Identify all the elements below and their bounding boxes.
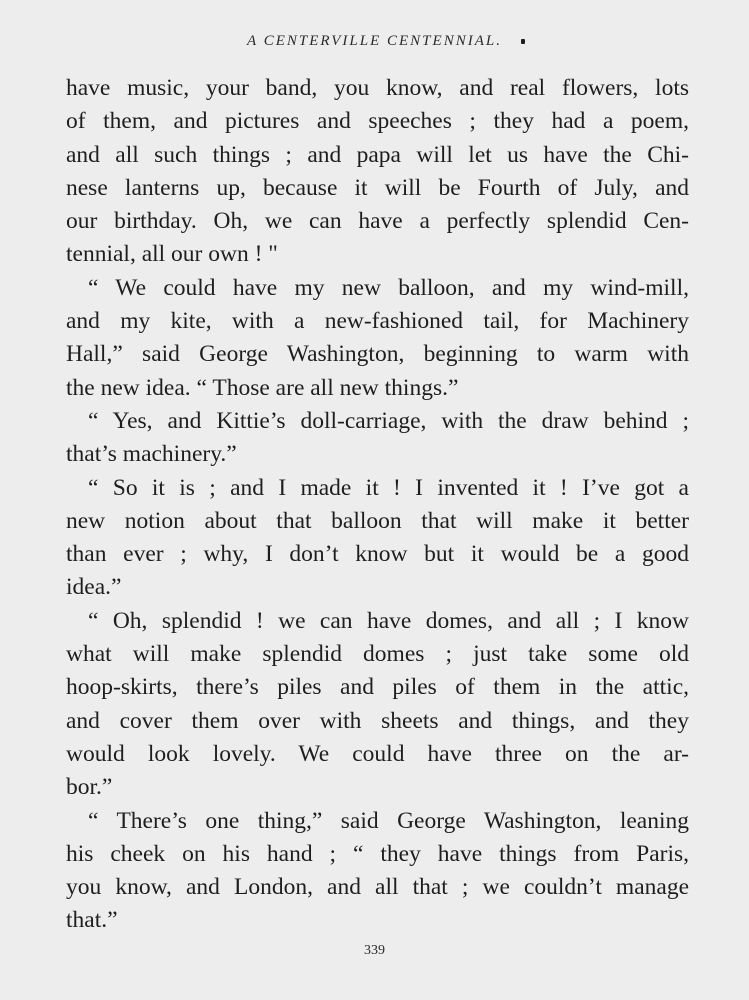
paragraph [66,405,689,472]
text-line: “ Yes, and Kittie’s doll-carriage, with the draw behind ; [88,407,689,434]
text-line: you know, and London, and all that ; we couldn’t manage [66,874,689,901]
paragraph [66,605,689,805]
text-line: the new idea. “ Those are all new things.” [66,374,459,401]
text-line: would look lovely. We could have three on the ar- [66,740,689,767]
text-line: nese lanterns up, because it will be Fourth of July, and [66,174,689,201]
text-line: what will make splendid domes ; just take some old [66,641,689,668]
paragraph [66,472,689,605]
text-line: “ There’s one thing,” said George Washington, leaning [88,807,689,834]
paragraph [66,72,689,272]
text-line: tennial, all our own ! " [66,241,278,268]
text-line: our birthday. Oh, we can have a perfectly splendid Cen- [66,208,689,235]
text-line: that.” [66,907,118,934]
text-line: hoop-skirts, there’s piles and piles of them in the attic, [66,674,689,701]
text-line: have music, your band, you know, and real flowers, lots [66,75,689,101]
text-line: Hall,” said George Washington, beginning to warm with [66,341,689,368]
text-line: “ Oh, splendid ! we can have domes, and all ; I know [88,607,689,634]
text-line: and cover them over with sheets and things, and they [66,707,689,734]
text-line: his cheek on his hand ; “ they have things from Paris, [66,840,689,867]
ink-mark [521,39,525,44]
text-line: and my kite, with a new-fashioned tail, for Machinery [66,308,689,335]
text-line: than ever ; why, I don’t know but it would be a good [66,541,689,568]
text-line: that’s machinery.” [66,441,237,468]
text-line: of them, and pictures and speeches ; they had a poem, [66,108,689,135]
text-line: new notion about that balloon that will make it better [66,507,689,534]
text-line: “ We could have my new balloon, and my wind-mill, [88,274,689,301]
paragraph [66,272,689,405]
page-number: 339 [364,943,385,958]
text-line: bor.” [66,774,113,801]
running-head [0,33,749,50]
paragraph [66,805,689,938]
running-head-text: A CENTERVILLE CENTENNIAL. [247,33,502,49]
text-line: and all such things ; and papa will let us have the Chi- [66,141,689,168]
text-line: “ So it is ; and I made it ! I invented it ! I’ve got a [88,474,689,501]
body-text [66,72,689,938]
text-line: idea.” [66,574,122,601]
